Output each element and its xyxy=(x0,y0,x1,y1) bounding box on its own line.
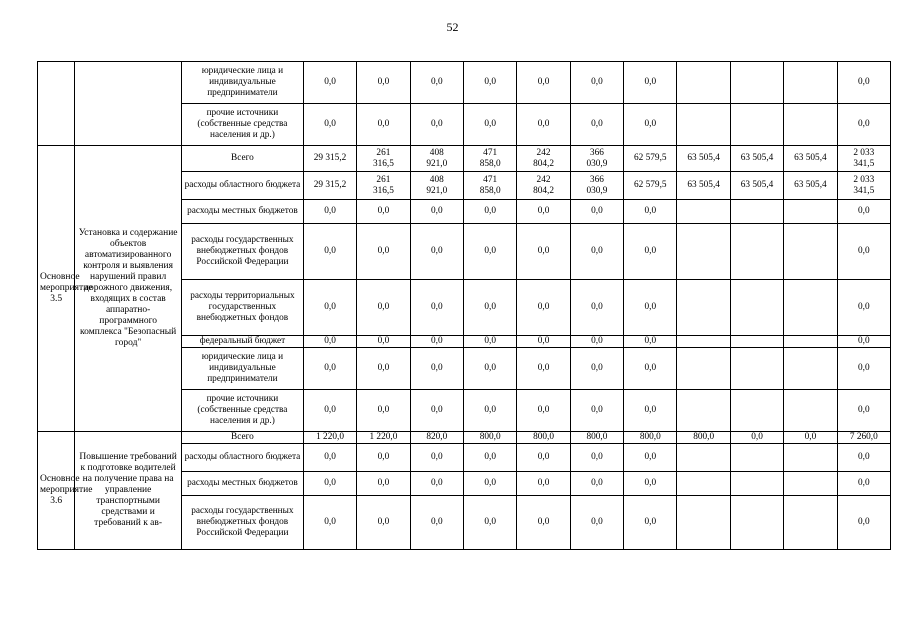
value-cell: 0,0 xyxy=(837,280,890,336)
value-cell: 0,0 xyxy=(357,336,410,348)
value-cell: 0,0 xyxy=(463,104,516,146)
value-cell: 0,0 xyxy=(624,390,677,432)
value-cell: 29 315,2 xyxy=(303,172,356,200)
funding-source-label: прочие источники (собственные средства населения и др.) xyxy=(182,390,304,432)
value-cell: 1 220,0 xyxy=(357,432,410,444)
measure-desc-cell xyxy=(75,62,182,146)
funding-source-label: расходы государственных внебюджетных фондов Российской Федерации xyxy=(182,496,304,550)
value-cell: 0,0 xyxy=(410,348,463,390)
value-cell: 0,0 xyxy=(303,104,356,146)
value-cell xyxy=(730,472,783,496)
value-cell: 0,0 xyxy=(410,472,463,496)
value-cell: 7 260,0 xyxy=(837,432,890,444)
value-cell xyxy=(730,62,783,104)
value-cell xyxy=(677,280,730,336)
value-cell: 0,0 xyxy=(837,444,890,472)
measure-code-cell xyxy=(38,62,75,146)
funding-source-label: юридические лица и индивидуальные предприниматели xyxy=(182,62,304,104)
table-row xyxy=(38,432,891,444)
value-cell: 0,0 xyxy=(357,444,410,472)
value-cell: 0,0 xyxy=(624,104,677,146)
value-cell: 0,0 xyxy=(410,62,463,104)
value-cell: 0,0 xyxy=(410,496,463,550)
value-cell: 0,0 xyxy=(837,348,890,390)
value-cell xyxy=(784,348,837,390)
value-cell: 0,0 xyxy=(570,336,623,348)
value-cell: 0,0 xyxy=(410,390,463,432)
funding-source-label: прочие источники (собственные средства населения и др.) xyxy=(182,104,304,146)
value-cell: 63 505,4 xyxy=(677,172,730,200)
funding-source-label: расходы государственных внебюджетных фондов Российской Федерации xyxy=(182,224,304,280)
value-cell: 800,0 xyxy=(624,432,677,444)
value-cell: 242 804,2 xyxy=(517,146,570,172)
value-cell xyxy=(677,224,730,280)
value-cell: 0,0 xyxy=(303,280,356,336)
value-cell: 0,0 xyxy=(463,280,516,336)
value-cell xyxy=(677,62,730,104)
value-cell: 0,0 xyxy=(837,336,890,348)
funding-source-label: расходы территориальных государственных внебюджетных фондов xyxy=(182,280,304,336)
value-cell: 408 921,0 xyxy=(410,146,463,172)
value-cell: 820,0 xyxy=(410,432,463,444)
value-cell: 0,0 xyxy=(624,62,677,104)
value-cell xyxy=(730,224,783,280)
value-cell: 0,0 xyxy=(624,224,677,280)
value-cell: 0,0 xyxy=(303,200,356,224)
value-cell: 0,0 xyxy=(357,280,410,336)
value-cell: 0,0 xyxy=(517,200,570,224)
value-cell: 800,0 xyxy=(463,432,516,444)
value-cell: 63 505,4 xyxy=(784,146,837,172)
value-cell: 0,0 xyxy=(463,496,516,550)
value-cell: 0,0 xyxy=(517,348,570,390)
value-cell: 0,0 xyxy=(570,62,623,104)
value-cell xyxy=(677,104,730,146)
value-cell: 0,0 xyxy=(730,432,783,444)
value-cell: 0,0 xyxy=(517,280,570,336)
value-cell: 0,0 xyxy=(463,348,516,390)
value-cell: 0,0 xyxy=(570,472,623,496)
value-cell: 0,0 xyxy=(357,472,410,496)
value-cell: 408 921,0 xyxy=(410,172,463,200)
value-cell: 0,0 xyxy=(517,224,570,280)
value-cell: 0,0 xyxy=(303,472,356,496)
value-cell: 0,0 xyxy=(357,104,410,146)
funding-source-label: Всего xyxy=(182,432,304,444)
value-cell: 0,0 xyxy=(570,104,623,146)
funding-source-label: расходы местных бюджетов xyxy=(182,472,304,496)
funding-source-label: расходы областного бюджета xyxy=(182,172,304,200)
value-cell: 0,0 xyxy=(784,432,837,444)
value-cell xyxy=(784,444,837,472)
value-cell: 0,0 xyxy=(517,496,570,550)
value-cell: 0,0 xyxy=(517,444,570,472)
value-cell: 0,0 xyxy=(463,336,516,348)
page-number: 52 xyxy=(446,20,459,34)
value-cell: 0,0 xyxy=(410,444,463,472)
value-cell: 0,0 xyxy=(303,336,356,348)
value-cell: 0,0 xyxy=(517,104,570,146)
value-cell: 800,0 xyxy=(570,432,623,444)
value-cell: 0,0 xyxy=(837,104,890,146)
value-cell: 261 316,5 xyxy=(357,172,410,200)
value-cell xyxy=(730,348,783,390)
value-cell: 0,0 xyxy=(303,444,356,472)
value-cell xyxy=(784,496,837,550)
value-cell xyxy=(677,336,730,348)
value-cell: 0,0 xyxy=(624,348,677,390)
value-cell: 0,0 xyxy=(357,224,410,280)
value-cell: 0,0 xyxy=(624,496,677,550)
value-cell: 0,0 xyxy=(517,390,570,432)
value-cell: 0,0 xyxy=(357,62,410,104)
value-cell: 0,0 xyxy=(837,62,890,104)
value-cell: 471 858,0 xyxy=(463,146,516,172)
value-cell: 0,0 xyxy=(303,62,356,104)
value-cell: 2 033 341,5 xyxy=(837,172,890,200)
value-cell: 0,0 xyxy=(517,62,570,104)
value-cell xyxy=(784,200,837,224)
value-cell: 0,0 xyxy=(570,444,623,472)
value-cell xyxy=(784,62,837,104)
value-cell xyxy=(730,336,783,348)
value-cell: 0,0 xyxy=(357,496,410,550)
value-cell: 0,0 xyxy=(624,444,677,472)
value-cell: 0,0 xyxy=(570,200,623,224)
value-cell: 0,0 xyxy=(463,200,516,224)
measure-code-cell: Основное мероприятие 3.6 xyxy=(38,432,75,550)
value-cell: 0,0 xyxy=(410,200,463,224)
value-cell xyxy=(730,496,783,550)
value-cell: 0,0 xyxy=(463,224,516,280)
value-cell: 0,0 xyxy=(463,472,516,496)
value-cell: 800,0 xyxy=(677,432,730,444)
value-cell xyxy=(730,390,783,432)
funding-source-label: федеральный бюджет xyxy=(182,336,304,348)
measure-desc-cell: Установка и содержание объектов автоматизированного контроля и выявления нарушений правил дорожного движения, входящих в состав аппаратно-программного комплекса "Безопасный город" xyxy=(75,146,182,432)
value-cell: 62 579,5 xyxy=(624,172,677,200)
value-cell: 0,0 xyxy=(517,472,570,496)
value-cell xyxy=(730,444,783,472)
funding-source-label: Всего xyxy=(182,146,304,172)
value-cell: 0,0 xyxy=(463,444,516,472)
value-cell: 0,0 xyxy=(303,348,356,390)
value-cell: 0,0 xyxy=(570,224,623,280)
value-cell xyxy=(677,472,730,496)
value-cell: 0,0 xyxy=(837,224,890,280)
funding-source-label: юридические лица и индивидуальные предприниматели xyxy=(182,348,304,390)
value-cell: 0,0 xyxy=(837,200,890,224)
value-cell: 0,0 xyxy=(624,472,677,496)
budget-table xyxy=(37,61,891,550)
value-cell: 63 505,4 xyxy=(677,146,730,172)
value-cell: 0,0 xyxy=(410,280,463,336)
value-cell: 0,0 xyxy=(410,104,463,146)
value-cell: 0,0 xyxy=(624,336,677,348)
value-cell: 63 505,4 xyxy=(730,146,783,172)
value-cell xyxy=(730,280,783,336)
measure-code-cell: Основное мероприятие 3.5 xyxy=(38,146,75,432)
value-cell xyxy=(677,200,730,224)
value-cell: 63 505,4 xyxy=(784,172,837,200)
value-cell xyxy=(784,390,837,432)
value-cell xyxy=(730,200,783,224)
funding-source-label: расходы областного бюджета xyxy=(182,444,304,472)
value-cell: 0,0 xyxy=(303,224,356,280)
value-cell: 0,0 xyxy=(303,496,356,550)
table-row xyxy=(38,146,891,172)
value-cell xyxy=(677,496,730,550)
value-cell: 366 030,9 xyxy=(570,146,623,172)
value-cell: 62 579,5 xyxy=(624,146,677,172)
value-cell: 63 505,4 xyxy=(730,172,783,200)
value-cell xyxy=(784,104,837,146)
value-cell: 261 316,5 xyxy=(357,146,410,172)
value-cell: 2 033 341,5 xyxy=(837,146,890,172)
table-row xyxy=(38,62,891,104)
value-cell: 0,0 xyxy=(357,348,410,390)
value-cell: 0,0 xyxy=(570,280,623,336)
value-cell: 0,0 xyxy=(570,348,623,390)
value-cell xyxy=(677,348,730,390)
value-cell: 0,0 xyxy=(624,280,677,336)
value-cell: 0,0 xyxy=(837,390,890,432)
value-cell: 0,0 xyxy=(410,336,463,348)
value-cell xyxy=(784,336,837,348)
value-cell xyxy=(784,472,837,496)
value-cell: 0,0 xyxy=(837,472,890,496)
value-cell: 0,0 xyxy=(463,390,516,432)
value-cell: 0,0 xyxy=(357,390,410,432)
value-cell: 0,0 xyxy=(410,224,463,280)
value-cell: 0,0 xyxy=(517,336,570,348)
value-cell: 0,0 xyxy=(463,62,516,104)
value-cell xyxy=(784,224,837,280)
value-cell: 0,0 xyxy=(570,390,623,432)
value-cell: 29 315,2 xyxy=(303,146,356,172)
value-cell: 800,0 xyxy=(517,432,570,444)
value-cell xyxy=(677,390,730,432)
value-cell xyxy=(677,444,730,472)
value-cell: 366 030,9 xyxy=(570,172,623,200)
value-cell: 242 804,2 xyxy=(517,172,570,200)
value-cell: 0,0 xyxy=(570,496,623,550)
value-cell: 0,0 xyxy=(624,200,677,224)
value-cell xyxy=(784,280,837,336)
value-cell xyxy=(730,104,783,146)
value-cell: 0,0 xyxy=(357,200,410,224)
value-cell: 1 220,0 xyxy=(303,432,356,444)
value-cell: 0,0 xyxy=(303,390,356,432)
value-cell: 0,0 xyxy=(837,496,890,550)
value-cell: 471 858,0 xyxy=(463,172,516,200)
funding-source-label: расходы местных бюджетов xyxy=(182,200,304,224)
measure-desc-cell: Повышение требований к подготовке водителей на получение права на управление транспортными средствами и требований к ав- xyxy=(75,432,182,550)
